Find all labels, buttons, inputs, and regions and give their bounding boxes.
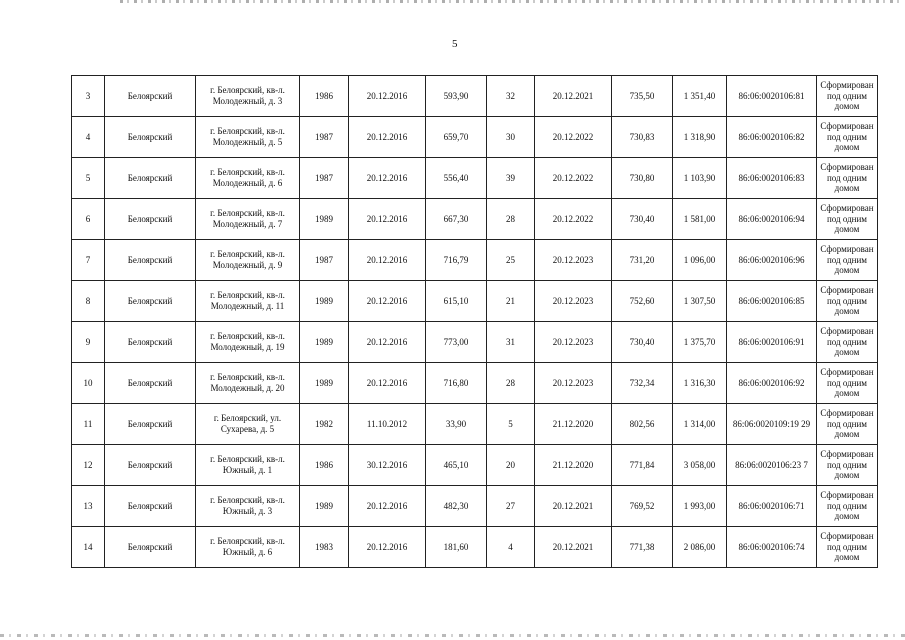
cadastral-number-cell: 86:06:0020106:23 7	[727, 445, 817, 486]
municipality-cell: Белоярский	[105, 527, 196, 568]
year-cell: 1982	[300, 404, 349, 445]
municipality-cell: Белоярский	[105, 240, 196, 281]
year-cell: 1989	[300, 281, 349, 322]
cadastral-number-cell: 86:06:0020106:94	[727, 199, 817, 240]
area-cell: 716,79	[426, 240, 487, 281]
area-cell: 730,80	[612, 158, 673, 199]
table-row	[72, 240, 878, 281]
area-cell: 482,30	[426, 486, 487, 527]
cadastral-number-cell: 86:06:0020106:71	[727, 486, 817, 527]
cadastral-number-cell: 86:06:0020109:19 29	[727, 404, 817, 445]
row-number-cell: 7	[72, 240, 105, 281]
date-cell: 20.12.2021	[535, 486, 612, 527]
area-cell: 1 581,00	[673, 199, 727, 240]
municipality-cell: Белоярский	[105, 199, 196, 240]
area-cell: 1 375,70	[673, 322, 727, 363]
address-cell: г. Белоярский, кв-л. Молодежный, д. 19	[196, 322, 300, 363]
page-number: 5	[452, 38, 458, 50]
table-row	[72, 199, 878, 240]
status-cell: Сформирован под одним домом	[817, 445, 878, 486]
table-row	[72, 363, 878, 404]
municipality-cell: Белоярский	[105, 76, 196, 117]
status-cell: Сформирован под одним домом	[817, 527, 878, 568]
cadastral-number-cell: 86:06:0020106:82	[727, 117, 817, 158]
date-cell: 20.12.2016	[349, 117, 426, 158]
area-cell: 802,56	[612, 404, 673, 445]
cadastral-number-cell: 86:06:0020106:92	[727, 363, 817, 404]
table-row	[72, 527, 878, 568]
area-cell: 730,40	[612, 199, 673, 240]
area-cell: 732,34	[612, 363, 673, 404]
address-cell: г. Белоярский, кв-л. Молодежный, д. 3	[196, 76, 300, 117]
housing-registry-table	[71, 75, 878, 568]
address-cell: г. Белоярский, кв-л. Южный, д. 1	[196, 445, 300, 486]
area-cell: 181,60	[426, 527, 487, 568]
date-cell: 20.12.2023	[535, 240, 612, 281]
date-cell: 21.12.2020	[535, 404, 612, 445]
area-cell: 1 318,90	[673, 117, 727, 158]
area-cell: 465,10	[426, 445, 487, 486]
table-row	[72, 117, 878, 158]
date-cell: 20.12.2022	[535, 199, 612, 240]
cadastral-number-cell: 86:06:0020106:96	[727, 240, 817, 281]
date-cell: 20.12.2016	[349, 527, 426, 568]
date-cell: 20.12.2023	[535, 322, 612, 363]
table-row	[72, 445, 878, 486]
municipality-cell: Белоярский	[105, 322, 196, 363]
row-number-cell: 3	[72, 76, 105, 117]
municipality-cell: Белоярский	[105, 158, 196, 199]
status-cell: Сформирован под одним домом	[817, 404, 878, 445]
cadastral-number-cell: 86:06:0020106:85	[727, 281, 817, 322]
municipality-cell: Белоярский	[105, 363, 196, 404]
year-cell: 1989	[300, 199, 349, 240]
year-cell: 1987	[300, 240, 349, 281]
year-cell: 1989	[300, 486, 349, 527]
count-cell: 28	[487, 363, 535, 404]
cadastral-number-cell: 86:06:0020106:91	[727, 322, 817, 363]
row-number-cell: 11	[72, 404, 105, 445]
date-cell: 20.12.2016	[349, 322, 426, 363]
count-cell: 21	[487, 281, 535, 322]
row-number-cell: 12	[72, 445, 105, 486]
year-cell: 1989	[300, 363, 349, 404]
area-cell: 1 316,30	[673, 363, 727, 404]
date-cell: 20.12.2016	[349, 240, 426, 281]
date-cell: 20.12.2016	[349, 76, 426, 117]
area-cell: 659,70	[426, 117, 487, 158]
status-cell: Сформирован под одним домом	[817, 281, 878, 322]
address-cell: г. Белоярский, ул. Сухарева, д. 5	[196, 404, 300, 445]
date-cell: 20.12.2016	[349, 363, 426, 404]
date-cell: 20.12.2016	[349, 158, 426, 199]
count-cell: 5	[487, 404, 535, 445]
area-cell: 3 058,00	[673, 445, 727, 486]
date-cell: 20.12.2022	[535, 158, 612, 199]
cadastral-number-cell: 86:06:0020106:74	[727, 527, 817, 568]
area-cell: 615,10	[426, 281, 487, 322]
count-cell: 31	[487, 322, 535, 363]
status-cell: Сформирован под одним домом	[817, 486, 878, 527]
municipality-cell: Белоярский	[105, 445, 196, 486]
status-cell: Сформирован под одним домом	[817, 158, 878, 199]
row-number-cell: 8	[72, 281, 105, 322]
table-body	[72, 76, 878, 568]
area-cell: 773,00	[426, 322, 487, 363]
date-cell: 20.12.2023	[535, 281, 612, 322]
area-cell: 1 307,50	[673, 281, 727, 322]
row-number-cell: 13	[72, 486, 105, 527]
scan-noise-top	[120, 0, 900, 3]
count-cell: 20	[487, 445, 535, 486]
municipality-cell: Белоярский	[105, 117, 196, 158]
address-cell: г. Белоярский, кв-л. Южный, д. 3	[196, 486, 300, 527]
table-row	[72, 322, 878, 363]
year-cell: 1987	[300, 158, 349, 199]
area-cell: 769,52	[612, 486, 673, 527]
date-cell: 20.12.2016	[349, 281, 426, 322]
area-cell: 735,50	[612, 76, 673, 117]
count-cell: 28	[487, 199, 535, 240]
status-cell: Сформирован под одним домом	[817, 76, 878, 117]
address-cell: г. Белоярский, кв-л. Молодежный, д. 11	[196, 281, 300, 322]
date-cell: 20.12.2016	[349, 199, 426, 240]
count-cell: 32	[487, 76, 535, 117]
area-cell: 1 993,00	[673, 486, 727, 527]
status-cell: Сформирован под одним домом	[817, 240, 878, 281]
count-cell: 4	[487, 527, 535, 568]
year-cell: 1986	[300, 76, 349, 117]
area-cell: 2 086,00	[673, 527, 727, 568]
date-cell: 20.12.2021	[535, 76, 612, 117]
area-cell: 33,90	[426, 404, 487, 445]
table-row	[72, 158, 878, 199]
year-cell: 1987	[300, 117, 349, 158]
area-cell: 667,30	[426, 199, 487, 240]
area-cell: 730,83	[612, 117, 673, 158]
table-row	[72, 76, 878, 117]
area-cell: 1 096,00	[673, 240, 727, 281]
municipality-cell: Белоярский	[105, 486, 196, 527]
table-row	[72, 404, 878, 445]
date-cell: 11.10.2012	[349, 404, 426, 445]
table-row	[72, 281, 878, 322]
year-cell: 1983	[300, 527, 349, 568]
cadastral-number-cell: 86:06:0020106:81	[727, 76, 817, 117]
area-cell: 1 103,90	[673, 158, 727, 199]
date-cell: 30.12.2016	[349, 445, 426, 486]
count-cell: 39	[487, 158, 535, 199]
row-number-cell: 14	[72, 527, 105, 568]
area-cell: 716,80	[426, 363, 487, 404]
area-cell: 771,84	[612, 445, 673, 486]
count-cell: 25	[487, 240, 535, 281]
area-cell: 731,20	[612, 240, 673, 281]
status-cell: Сформирован под одним домом	[817, 117, 878, 158]
area-cell: 730,40	[612, 322, 673, 363]
area-cell: 593,90	[426, 76, 487, 117]
area-cell: 1 314,00	[673, 404, 727, 445]
area-cell: 752,60	[612, 281, 673, 322]
address-cell: г. Белоярский, кв-л. Молодежный, д. 20	[196, 363, 300, 404]
address-cell: г. Белоярский, кв-л. Молодежный, д. 5	[196, 117, 300, 158]
status-cell: Сформирован под одним домом	[817, 199, 878, 240]
date-cell: 21.12.2020	[535, 445, 612, 486]
address-cell: г. Белоярский, кв-л. Южный, д. 6	[196, 527, 300, 568]
count-cell: 30	[487, 117, 535, 158]
date-cell: 20.12.2023	[535, 363, 612, 404]
table-row	[72, 486, 878, 527]
address-cell: г. Белоярский, кв-л. Молодежный, д. 7	[196, 199, 300, 240]
row-number-cell: 6	[72, 199, 105, 240]
area-cell: 1 351,40	[673, 76, 727, 117]
area-cell: 556,40	[426, 158, 487, 199]
municipality-cell: Белоярский	[105, 404, 196, 445]
date-cell: 20.12.2016	[349, 486, 426, 527]
cadastral-number-cell: 86:06:0020106:83	[727, 158, 817, 199]
date-cell: 20.12.2022	[535, 117, 612, 158]
date-cell: 20.12.2021	[535, 527, 612, 568]
row-number-cell: 4	[72, 117, 105, 158]
municipality-cell: Белоярский	[105, 281, 196, 322]
address-cell: г. Белоярский, кв-л. Молодежный, д. 6	[196, 158, 300, 199]
year-cell: 1989	[300, 322, 349, 363]
address-cell: г. Белоярский, кв-л. Молодежный, д. 9	[196, 240, 300, 281]
row-number-cell: 5	[72, 158, 105, 199]
row-number-cell: 10	[72, 363, 105, 404]
status-cell: Сформирован под одним домом	[817, 322, 878, 363]
year-cell: 1986	[300, 445, 349, 486]
row-number-cell: 9	[72, 322, 105, 363]
status-cell: Сформирован под одним домом	[817, 363, 878, 404]
count-cell: 27	[487, 486, 535, 527]
scan-noise-bottom	[0, 634, 905, 637]
area-cell: 771,38	[612, 527, 673, 568]
